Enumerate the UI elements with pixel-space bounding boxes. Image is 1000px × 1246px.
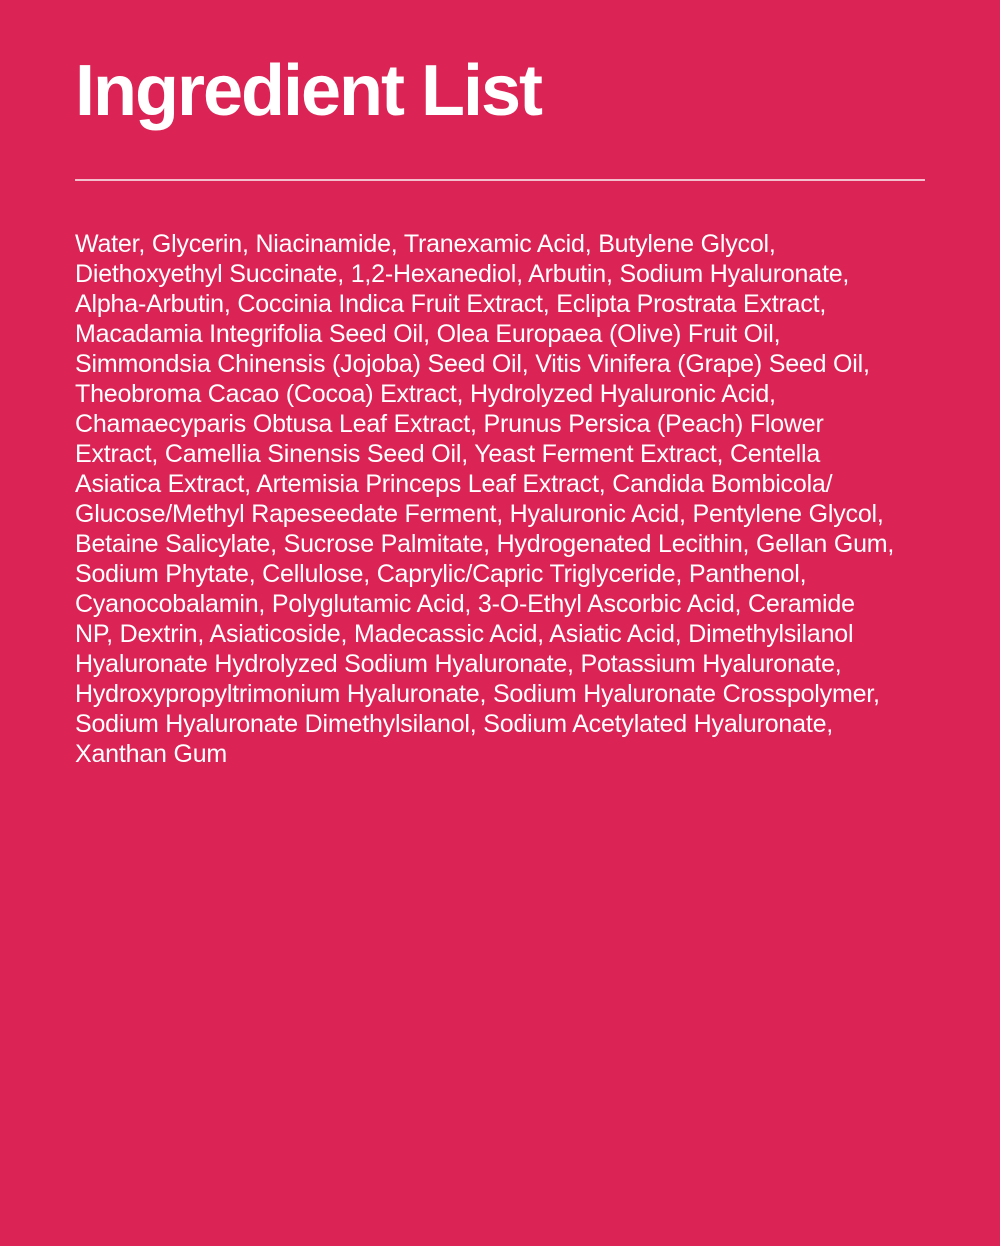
page-title: Ingredient List	[75, 51, 542, 131]
ingredient-line: Sodium Hyaluronate Dimethylsilanol, Sodium Acetylated Hyaluronate,	[75, 709, 834, 738]
ingredient-line: Hydroxypropyltrimonium Hyaluronate, Sodium Hyaluronate Crosspolymer,	[75, 679, 880, 708]
divider-line	[75, 179, 925, 181]
ingredient-line: Water, Glycerin, Niacinamide, Tranexamic Acid, Butylene Glycol,	[75, 229, 776, 258]
ingredient-line: Xanthan Gum	[75, 739, 228, 768]
ingredient-line: Asiatica Extract, Artemisia Princeps Leaf Extract, Candida Bombicola/	[75, 469, 833, 498]
ingredient-line: Simmondsia Chinensis (Jojoba) Seed Oil, Vitis Vinifera (Grape) Seed Oil,	[75, 349, 870, 378]
ingredient-line: Theobroma Cacao (Cocoa) Extract, Hydrolyzed Hyaluronic Acid,	[75, 379, 776, 408]
ingredient-line: Hyaluronate Hydrolyzed Sodium Hyaluronate, Potassium Hyaluronate,	[75, 649, 842, 678]
ingredient-line: Chamaecyparis Obtusa Leaf Extract, Prunus Persica (Peach) Flower	[75, 409, 824, 438]
ingredient-line: Diethoxyethyl Succinate, 1,2-Hexanediol, Arbutin, Sodium Hyaluronate,	[75, 259, 850, 288]
ingredient-line: Betaine Salicylate, Sucrose Palmitate, Hydrogenated Lecithin, Gellan Gum,	[75, 529, 895, 558]
ingredient-line: Sodium Phytate, Cellulose, Caprylic/Capric Triglyceride, Panthenol,	[75, 559, 807, 588]
ingredient-line: Cyanocobalamin, Polyglutamic Acid, 3-O-Ethyl Ascorbic Acid, Ceramide	[75, 589, 855, 618]
ingredient-line: Alpha-Arbutin, Coccinia Indica Fruit Extract, Eclipta Prostrata Extract,	[75, 289, 827, 318]
ingredient-line: Glucose/Methyl Rapeseedate Ferment, Hyaluronic Acid, Pentylene Glycol,	[75, 499, 884, 528]
ingredient-line: Macadamia Integrifolia Seed Oil, Olea Europaea (Olive) Fruit Oil,	[75, 319, 781, 348]
ingredient-line: Extract, Camellia Sinensis Seed Oil, Yeast Ferment Extract, Centella	[75, 439, 821, 468]
ingredients-text-block	[75, 229, 925, 769]
ingredient-line: NP, Dextrin, Asiaticoside, Madecassic Acid, Asiatic Acid, Dimethylsilanol	[75, 619, 854, 648]
